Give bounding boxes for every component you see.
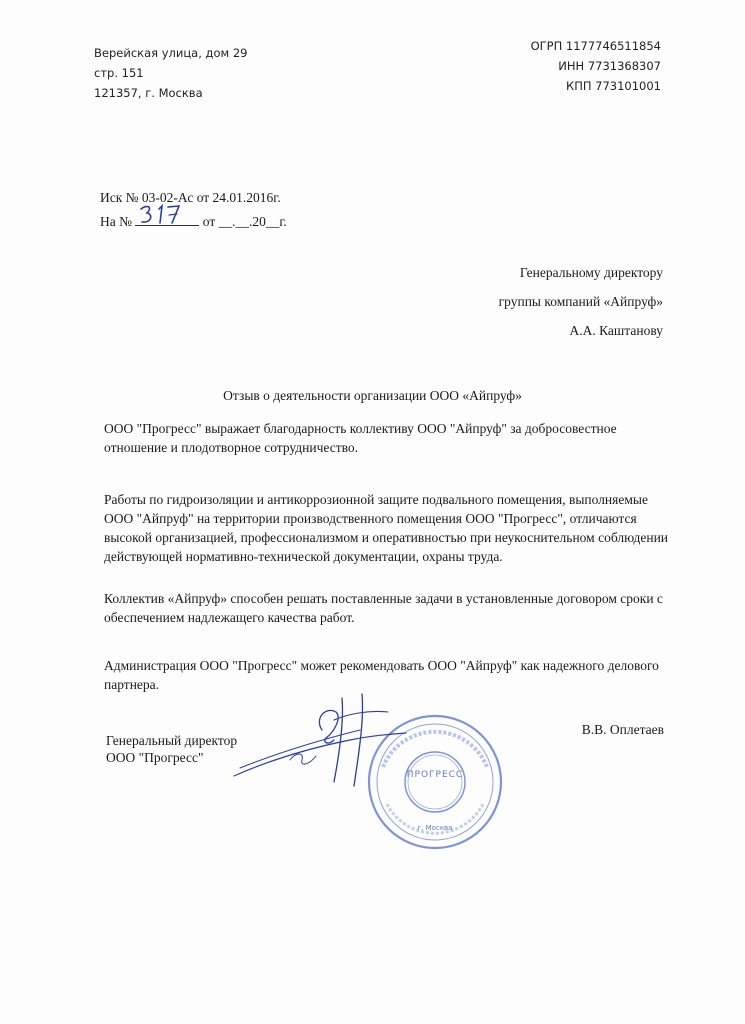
stamp-city-text: г. Москва [417, 824, 453, 832]
document-title: Отзыв о деятельности организации ООО «Айпруф» [223, 388, 522, 403]
reply-date: от __.__.20__г. [202, 214, 287, 229]
signatory-name: В.В. Оплетаев [581, 722, 664, 737]
addressee-line: А.А. Каштанову [569, 323, 663, 338]
kpp-line: КПП 773101001 [566, 79, 661, 93]
body-paragraph: Администрация ООО "Прогресс" может рекомендовать ООО "Айпруф" как надежного делового партнера. [104, 658, 659, 692]
address-line: стр. 151 [94, 66, 144, 80]
addressee-line: группы компаний «Айпруф» [498, 294, 663, 309]
registration-numbers [531, 36, 661, 96]
address-line: Верейская улица, дом 29 [94, 46, 248, 60]
body-paragraph: Коллектив «Айпруф» способен решать поставленные задачи в установленные договором сроки с обеспечением надлежащего качества работ. [104, 591, 663, 625]
reply-prefix: На № [100, 214, 132, 229]
reply-number-field [135, 209, 199, 226]
signatory-position: Генеральный директор ООО "Прогресс" [106, 733, 238, 765]
inn-line: ИНН 7731368307 [558, 59, 661, 73]
stamp-center-text: ПРОГРЕСС [406, 770, 464, 780]
handwritten-signature [230, 690, 410, 790]
reply-reference [100, 209, 287, 233]
address-line: 121357, г. Москва [94, 86, 203, 100]
body-paragraph: Работы по гидроизоляции и антикоррозионной защите подвального помещения, выполняемые ООО "Айпруф" на территории производственного помещения ООО "Прогресс", отличаются высокой организацией, профессионализмом и оперативностью при неукоснительном соблюдении действующей нормативно-технической документации, охраны труда. [104, 492, 669, 564]
sender-address [94, 43, 247, 103]
handwritten-number [135, 201, 201, 227]
addressee-block [499, 258, 663, 345]
outgoing-reference: Иск № 03-02-Ас от 24.01.2016г. [100, 190, 281, 205]
addressee-line: Генеральному директору [519, 265, 663, 280]
body-paragraph: ООО "Прогресс" выражает благодарность коллективу ООО "Айпруф" за добросовестное отношение и плодотворное сотрудничество. [104, 421, 617, 455]
ogrp-line: ОГРП 1177746511854 [530, 39, 661, 53]
